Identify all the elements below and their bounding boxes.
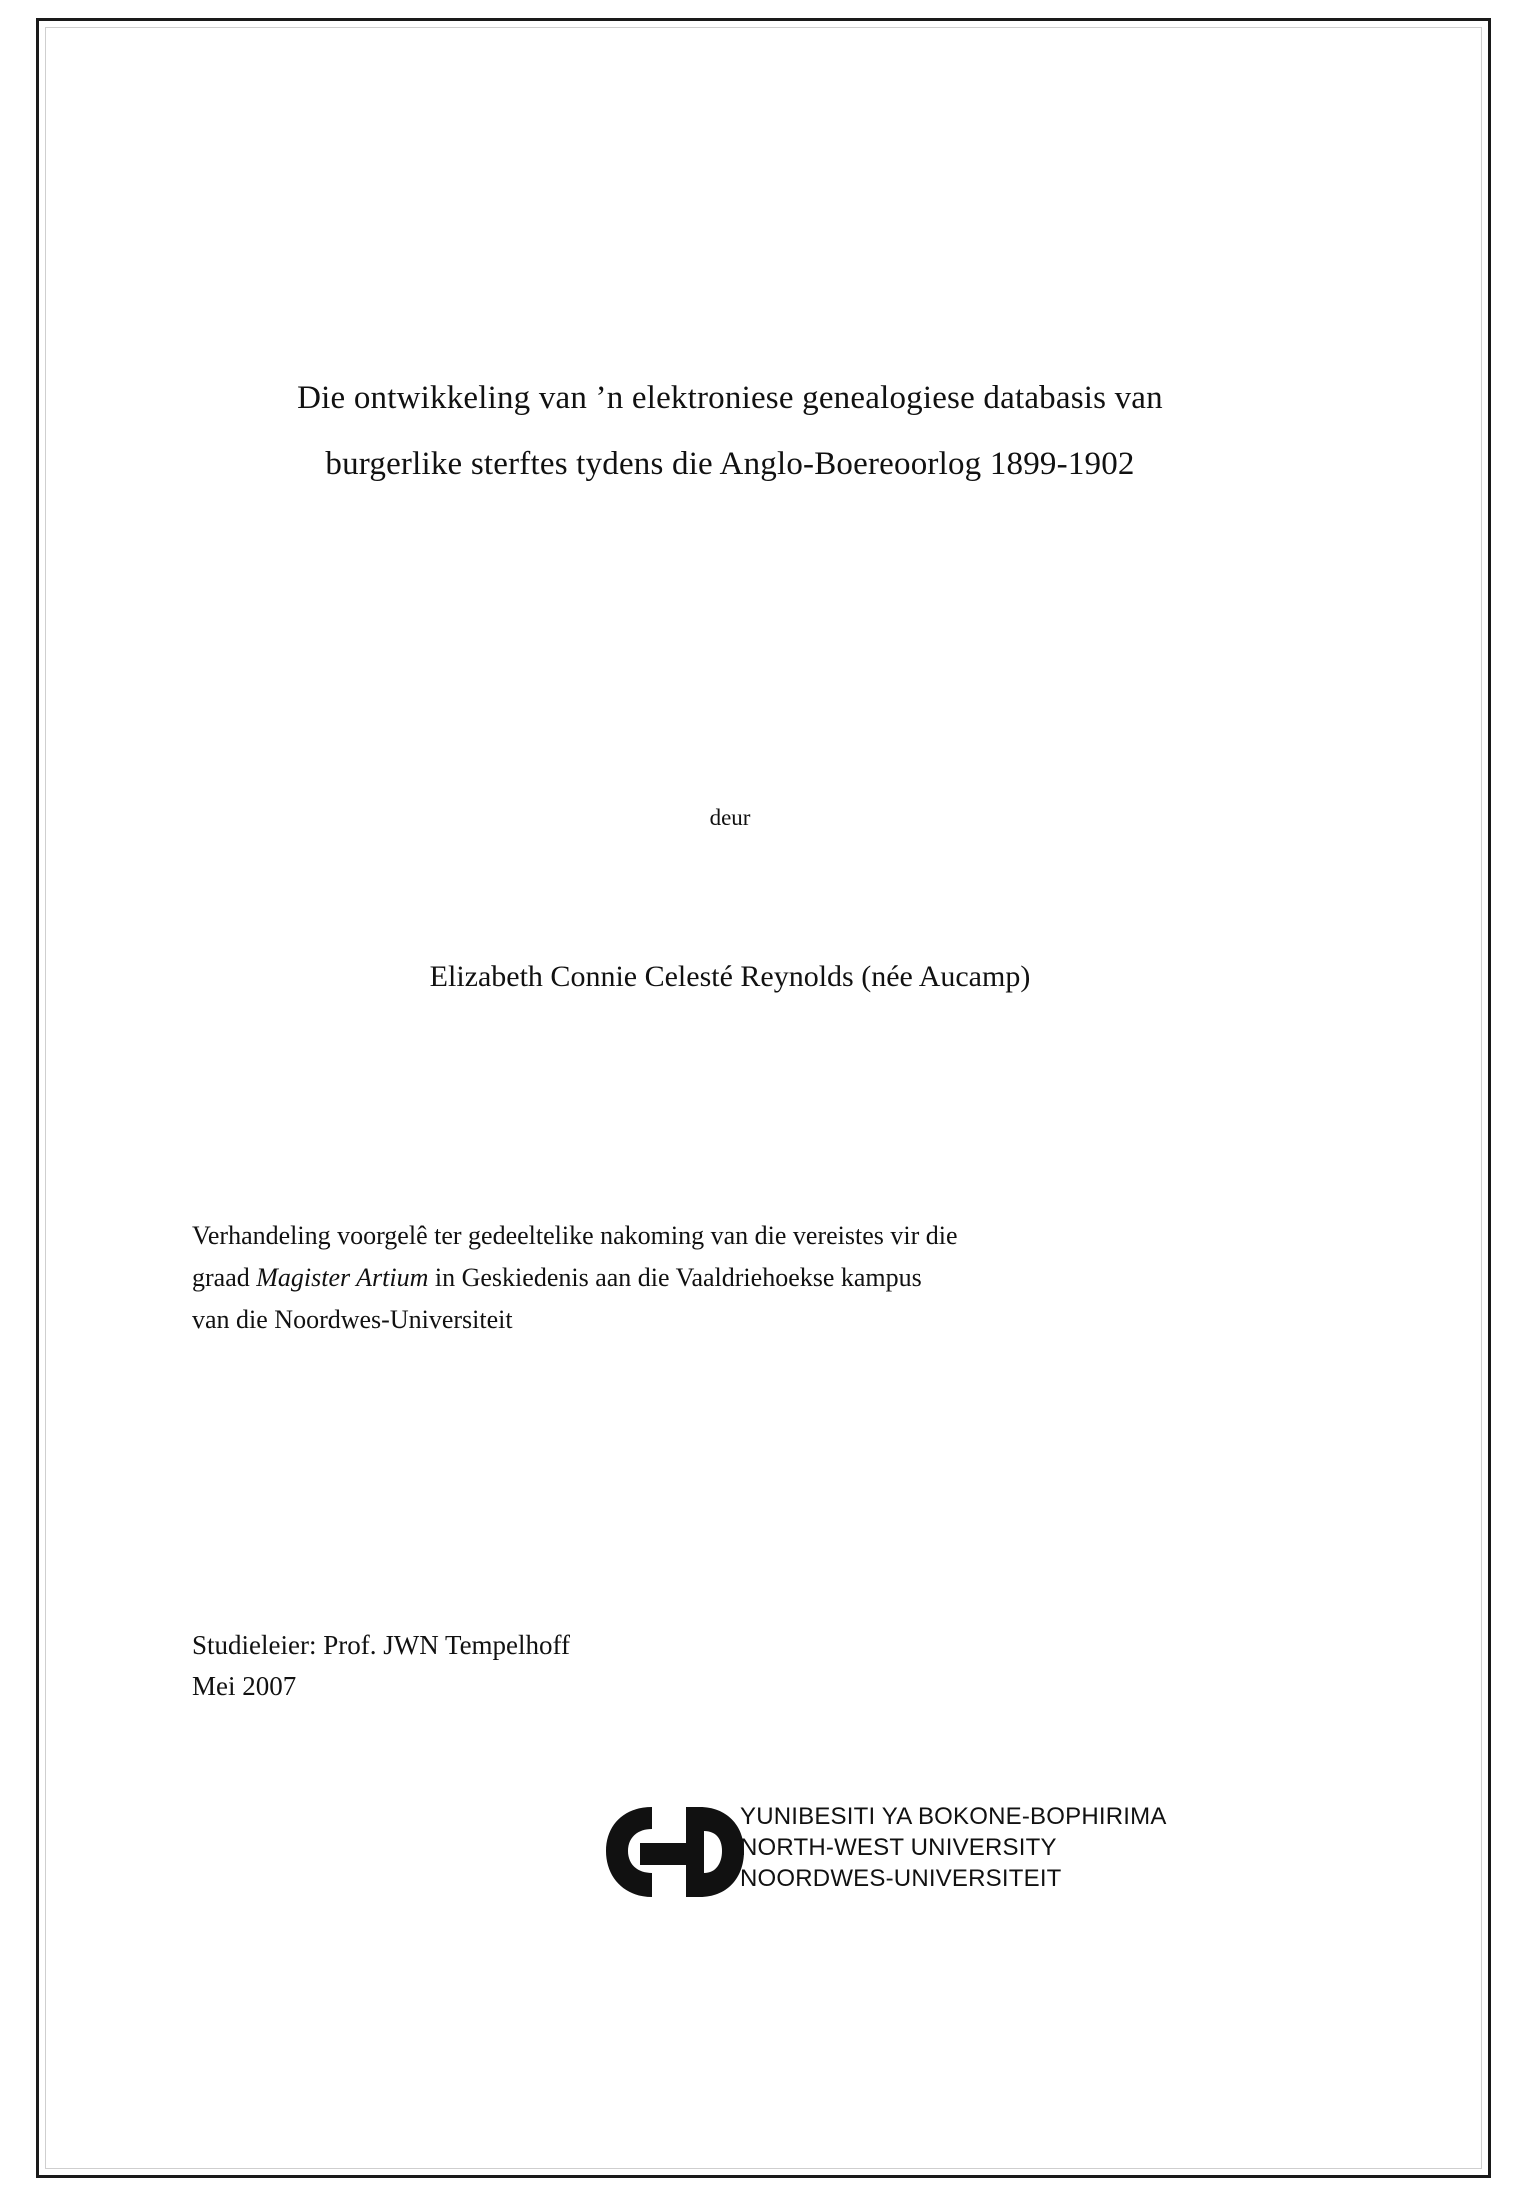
logo-text-line-3: NOORDWES-UNIVERSITEIT	[740, 1865, 1062, 1892]
page-title	[150, 365, 1310, 497]
date-line: Mei 2007	[192, 1671, 297, 1701]
supervisor-line: Studieleier: Prof. JWN Tempelhoff	[192, 1630, 571, 1660]
north-west-university-logo-icon	[600, 1803, 750, 1913]
page-content	[150, 0, 1310, 2206]
degree-statement-line-2-pre: graad	[192, 1263, 257, 1292]
degree-statement-line-2-post: in Geskiedenis aan die Vaaldriehoekse kampus	[428, 1263, 922, 1292]
byline-label: deur	[709, 805, 751, 830]
logo-text-line-1: YUNIBESITI YA BOKONE-BOPHIRIMA	[740, 1803, 1167, 1830]
title-line-2: burgerlike sterftes tydens die Anglo-Boereoorlog 1899-1902	[325, 446, 1135, 482]
author-name: Elizabeth Connie Celesté Reynolds (née Aucamp)	[429, 960, 1031, 993]
degree-name-italic: Magister Artium	[256, 1263, 429, 1292]
title-line-1: Die ontwikkeling van ’n elektroniese genealogiese databasis van	[297, 380, 1163, 416]
degree-statement	[192, 1215, 1264, 1341]
degree-statement-line-1: Verhandeling voorgelê ter gedeeltelike nakoming van die vereistes vir die	[192, 1221, 958, 1250]
logo-text-line-2: NORTH-WEST UNIVERSITY	[740, 1834, 1057, 1861]
university-logo-block	[480, 1795, 1180, 1925]
supervisor-block	[192, 1625, 1092, 1707]
degree-statement-line-3: van die Noordwes-Universiteit	[192, 1305, 513, 1334]
degree-statement-line-2	[192, 1257, 1264, 1299]
university-logo-text	[740, 1801, 1167, 1894]
